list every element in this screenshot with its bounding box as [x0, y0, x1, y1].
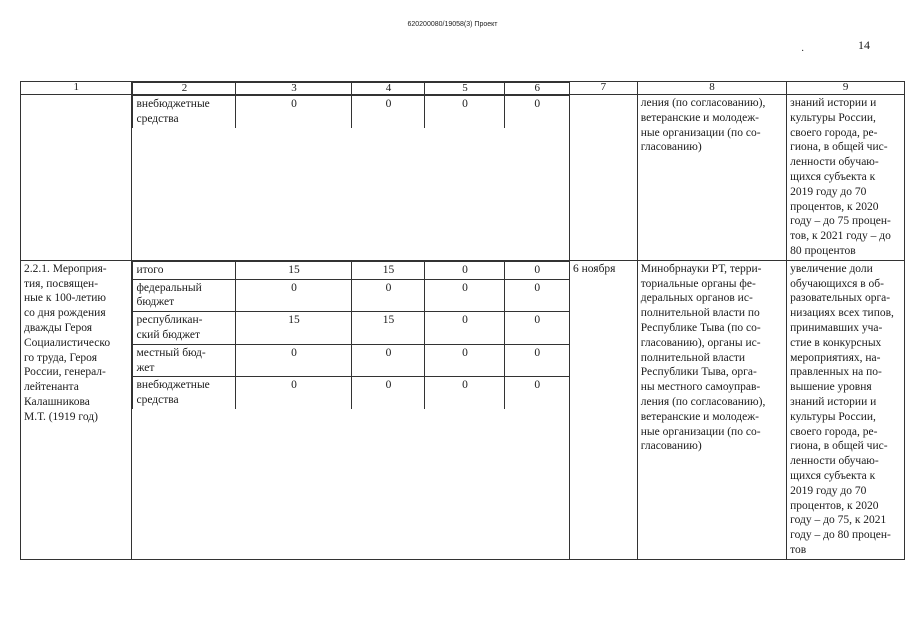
deadline-cell: 6 ноября [569, 260, 637, 559]
funding-source-label: местный бюд- жет [133, 344, 236, 377]
column-number: 4 [352, 83, 425, 95]
deadline-cell [569, 95, 637, 261]
funding-value: 0 [236, 344, 352, 377]
executors-cell: Минобрнауки РТ, терри- ториальные органы фе- деральных органов ис- полнительной власти по Республике Тыва (по со- гласованию), органы ис- полнительной власти Республики Тыва, орга- ны местного самоуправ- ления (по согласованию), ветеранские и молодеж- ные организации (по со- гласованию) [637, 260, 786, 559]
funding-value: 0 [236, 279, 352, 312]
scan-speck: · [801, 46, 805, 57]
funding-row [133, 344, 569, 377]
column-number-row [21, 82, 905, 95]
funding-row [133, 96, 569, 128]
table-row-continuation [21, 95, 905, 261]
funding-value: 0 [505, 377, 569, 409]
column-number: 7 [569, 82, 637, 95]
funding-value: 0 [505, 96, 569, 128]
funding-source-label: федеральный бюджет [133, 279, 236, 312]
column-number: 6 [505, 83, 569, 95]
funding-source-label: внебюджетные средства [133, 96, 236, 128]
event-name-cell: 2.2.1. Мероприя- тия, посвящен- ные к 100-летию со дня рождения дважды Героя Социалистическо го труда, Героя России, генерал- лейтенанта Калашникова М.Т. (1919 год) [21, 260, 132, 559]
funding-source-label: республикан- ский бюджет [133, 312, 236, 345]
funding-value: 0 [352, 344, 425, 377]
funding-value: 0 [505, 344, 569, 377]
table-row-event-2-2-1 [21, 260, 905, 559]
funding-value: 0 [425, 279, 505, 312]
column-number: 2 [133, 83, 236, 95]
funding-value: 15 [352, 261, 425, 279]
funding-value: 0 [425, 344, 505, 377]
funding-row [133, 279, 569, 312]
funding-value: 15 [236, 261, 352, 279]
funding-value: 0 [352, 377, 425, 409]
column-number: 1 [21, 82, 132, 95]
funding-value: 0 [505, 279, 569, 312]
funding-row [133, 377, 569, 409]
funding-value: 0 [505, 312, 569, 345]
funding-row [133, 261, 569, 279]
funding-value: 15 [352, 312, 425, 345]
funding-value: 0 [505, 261, 569, 279]
funding-value: 0 [425, 261, 505, 279]
funding-value: 0 [236, 377, 352, 409]
funding-value: 0 [352, 279, 425, 312]
column-number-group [132, 82, 570, 95]
column-number: 8 [637, 82, 786, 95]
funding-source-label: внебюджетные средства [133, 377, 236, 409]
funding-value: 0 [425, 377, 505, 409]
program-table [20, 81, 905, 560]
event-name-cell [21, 95, 132, 261]
column-number: 3 [236, 83, 352, 95]
column-number: 5 [425, 83, 505, 95]
funding-source-label: итого [133, 261, 236, 279]
funding-value: 0 [236, 96, 352, 128]
funding-value: 0 [352, 96, 425, 128]
funding-value: 15 [236, 312, 352, 345]
document-id-header: 620200080/19058(3) Проект [407, 21, 498, 28]
funding-row [133, 312, 569, 345]
expected-result-cell: знаний истории и культуры России, своего города, ре- гиона, в общей чис- ленности обучаю- щихся субъекта к 2019 году до 70 процентов, к 2020 году – до 75 процен- тов, к 2021 году – до 80 процентов [787, 95, 905, 261]
column-number: 9 [787, 82, 905, 95]
executors-cell: ления (по согласованию), ветеранские и молодеж- ные организации (по со- гласованию) [637, 95, 786, 261]
funding-sources-block [132, 95, 570, 261]
expected-result-cell: увеличение доли обучающихся в об- разовательных орга- низациях всех типов, принимавших уча- стие в конкурсных мероприятиях, на- правленных на по- вышение уровня знаний истории и культуры России, своего города, ре- гиона, в общей чис- ленности обучаю- щихся субъекта к 2019 году до 70 процентов, к 2020 году – до 75, к 2021 году – до 80 процен- тов [787, 260, 905, 559]
funding-value: 0 [425, 312, 505, 345]
funding-value: 0 [425, 96, 505, 128]
funding-sources-block [132, 260, 570, 559]
page-number: 14 [858, 38, 870, 52]
